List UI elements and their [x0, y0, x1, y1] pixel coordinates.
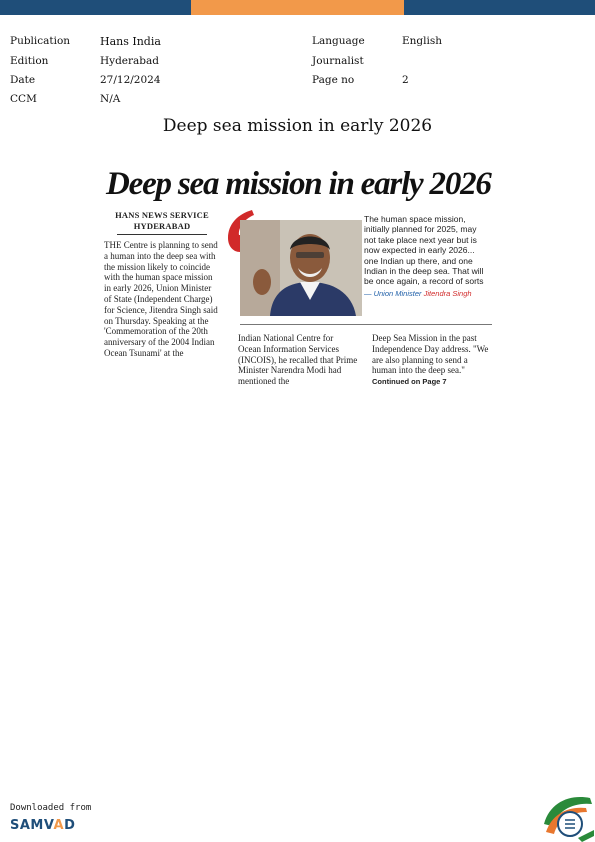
edition-label: Edition: [10, 55, 49, 67]
page-value: 2: [402, 74, 409, 86]
ccm-value: N/A: [100, 93, 121, 105]
minister-photo: [240, 220, 362, 316]
article-column-2: Indian National Centre for Ocean Information Services (INCOIS), he recalled that Prime Minister Narendra Modi had mentioned the: [238, 333, 358, 387]
byline-service: HANS NEWS SERVICE: [115, 210, 209, 220]
article-column-3-text: Deep Sea Mission in the past Independence Day address. "We are also planning to send a human into the deep sea.": [372, 333, 489, 376]
language-value: English: [402, 35, 443, 47]
edition-value: Hyderabad: [100, 55, 160, 67]
page-label: Page no: [312, 74, 355, 86]
news-clipping: [100, 158, 497, 390]
date-value: 27/12/2024: [100, 74, 161, 86]
byline-rule: [117, 234, 207, 235]
pull-quote: [364, 214, 490, 320]
article-column-1: THE Centre is planning to send a human into the deep sea with the mission likely to coincide with the human space mission in early 2026, Union Minister of State (Independent Charge) for Science, Jitendra Singh said on Thursday. Speaking at the 'Commemoration of the 20th anniversary of the 2004 Indian Ocean Tsunami' at the: [104, 240, 218, 358]
page-title: Deep sea mission in early 2026: [162, 116, 433, 136]
publication-value: Hans India: [100, 35, 161, 48]
samvad-brand-a: A: [53, 818, 65, 833]
top-bar-blue-left: [0, 0, 191, 15]
journalist-label: Journalist: [312, 55, 364, 67]
samvad-brand-prefix: SAMV: [10, 818, 54, 833]
attribution-name: Jitendra Singh: [423, 288, 472, 298]
pull-quote-attribution: [364, 289, 490, 298]
byline-city: HYDERABAD: [133, 221, 191, 231]
language-label: Language: [312, 35, 365, 47]
byline: [104, 210, 220, 235]
samvad-brand-suffix: D: [64, 818, 76, 833]
clipping-headline: Deep sea mission in early 2026: [106, 166, 491, 202]
top-color-bar: [0, 0, 595, 15]
date-label: Date: [10, 74, 36, 86]
article-column-3: [372, 333, 494, 388]
samvad-logo: [10, 818, 75, 833]
pull-quote-rule: [240, 324, 492, 325]
attribution-role: — Union Minister: [364, 288, 422, 298]
publication-label: Publication: [10, 35, 71, 47]
ccm-label: CCM: [10, 93, 37, 105]
continued-on-page: Continued on Page 7: [372, 377, 447, 387]
pull-quote-text: The human space mission, initially planned for 2025, may not take place next year but is now expected in early 2026... one Indian up there, and one Indian in the deep sea. That will be once again, a record of sorts: [364, 214, 484, 287]
top-bar-orange: [191, 0, 404, 15]
downloaded-from-label: Downloaded from: [10, 803, 92, 813]
top-bar-blue-right: [404, 0, 595, 15]
pib-logo-icon: [540, 790, 595, 842]
